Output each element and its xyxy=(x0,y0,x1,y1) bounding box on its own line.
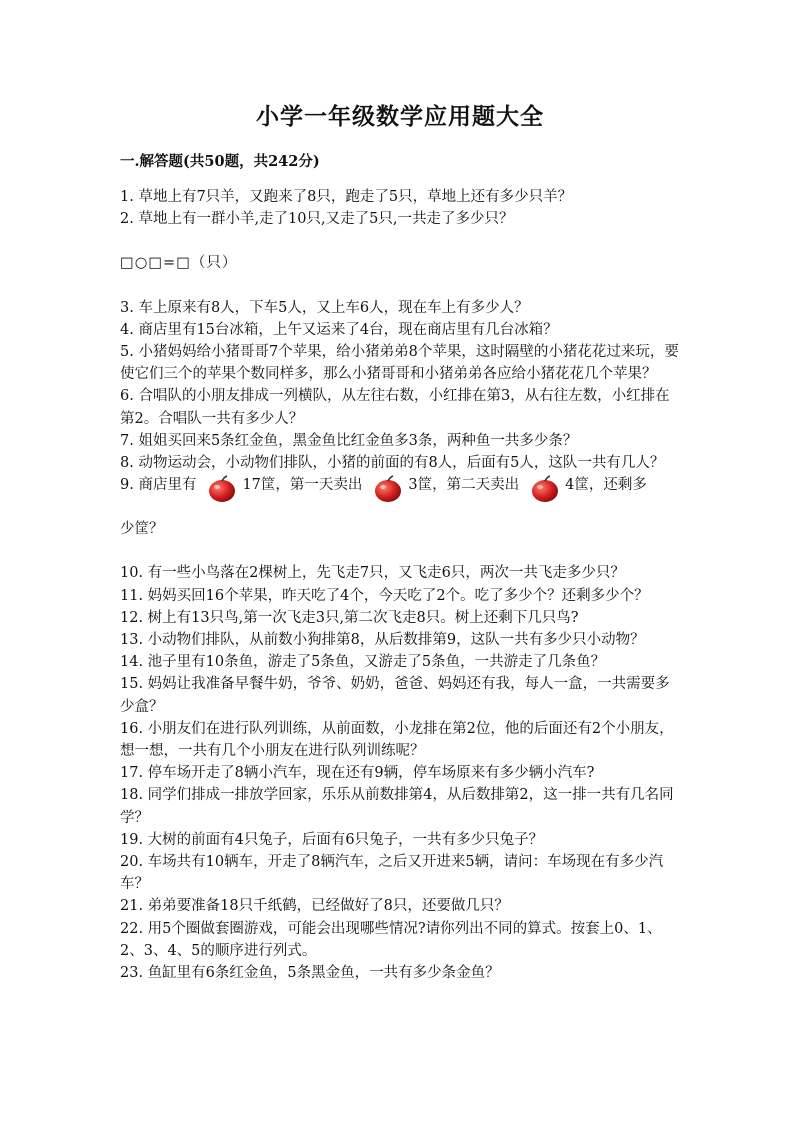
question-item: 7. 姐姐买回来5条红金鱼，黑金鱼比红金鱼多3条，两种鱼一共多少条？ xyxy=(120,432,578,449)
question-item: 19. 大树的前面有4只兔子，后面有6只兔子，一共有多少只兔子？ xyxy=(120,831,544,848)
apple-icon xyxy=(529,475,561,503)
question-list xyxy=(120,186,680,984)
question-item: 8. 动物运动会，小动物们排队，小猪的前面的有8人，后面有5人，这队一共有几人？ xyxy=(120,455,665,472)
question-item: 1. 草地上有7只羊，又跑来了8只，跑走了5只，草地上还有多少只羊？ xyxy=(120,189,573,205)
question-item: 10. 有一些小鸟落在2棵树上，先飞走7只，又飞走6只，两次一共飞走多少只？ xyxy=(120,565,625,582)
q9-text: 9. 商店里有 xyxy=(120,477,197,494)
question-item: 14. 池子里有10条鱼，游走了5条鱼，又游走了5条鱼，一共游走了几条鱼？ xyxy=(120,654,606,671)
answer-formula: □○□=□（只） xyxy=(120,255,238,272)
question-item: 22. 用5个圈做套圈游戏，可能会出现哪些情况?请你列出不同的算式。按套上0、1、2、3、4、5的顺序进行列式。 xyxy=(120,920,662,959)
question-item: 12. 树上有13只鸟,第一次飞走3只,第二次飞走8只。树上还剩下几只鸟? xyxy=(120,609,579,626)
question-item: 5. 小猪妈妈给小猪哥哥7个苹果，给小猪弟弟8个苹果，这时隔壁的小猪花花过来玩，要使它们三个的苹果个数同样多，那么小猪哥哥和小猪弟弟各应给小猪花花几个苹果？ xyxy=(120,344,679,383)
page-title: 小学一年级数学应用题大全 xyxy=(256,103,544,130)
question-item: 18. 同学们排成一排放学回家，乐乐从前数排第4，从后数排第2，这一排一共有几名同学？ xyxy=(120,787,674,826)
question-item: 2. 草地上有一群小羊,走了10只,又走了5只,一共走了多少只？ xyxy=(120,211,514,228)
apple-icon xyxy=(372,475,404,503)
section-heading: 一.解答题(共50题，共242分) xyxy=(120,153,320,170)
question-item: 21. 弟弟要准备18只千纸鹤，已经做好了8只，还要做几只？ xyxy=(120,898,509,915)
apple-icon xyxy=(206,475,238,503)
question-item: 16. 小朋友们在进行队列训练，从前面数，小龙排在第2位，他的后面还有2个小朋友，想一想，一共有几个小朋友在进行队列训练呢？ xyxy=(120,720,674,760)
question-item: 23. 鱼缸里有6条红金鱼，5条黑金鱼，一共有多少条金鱼？ xyxy=(120,965,500,982)
question-item: 13. 小动物们排队，从前数小狗排第8，从后数排第9，这队一共有多少只小动物？ xyxy=(120,632,645,649)
question-item: 17. 停车场开走了8辆小汽车，现在还有9辆，停车场原来有多少辆小汽车? xyxy=(120,765,595,782)
question-item-9 xyxy=(120,474,680,518)
question-item: 6. 合唱队的小朋友排成一列横队，从左往右数，小红排在第3，从右往左数，小红排在第2。合唱队一共有多少人？ xyxy=(120,388,670,427)
question-item: 3. 车上原来有8人，下车5人，又上车6人，现在车上有多少人？ xyxy=(120,299,529,316)
question-item: 20. 车场共有10辆车，开走了8辆汽车，之后又开进来5辆，请问：车场现在有多少汽车？ xyxy=(120,854,664,893)
q9-continuation: 少筐？ xyxy=(120,521,164,538)
question-item: 15. 妈妈让我准备早餐牛奶，爷爷、奶奶，爸爸、妈妈还有我，每人一盒，一共需要多少盒？ xyxy=(120,676,670,715)
question-item: 11. 妈妈买回16个苹果，昨天吃了4个，今天吃了2个。吃了多少个？还剩多少个？ xyxy=(120,587,649,604)
q9-text: 17筐，第一天卖出 xyxy=(242,477,363,494)
question-item: 4. 商店里有15台冰箱，上午又运来了4台，现在商店里有几台冰箱？ xyxy=(120,321,558,338)
q9-text: 4筐，还剩多 xyxy=(565,477,647,494)
q9-text: 3筐，第二天卖出 xyxy=(408,477,520,494)
